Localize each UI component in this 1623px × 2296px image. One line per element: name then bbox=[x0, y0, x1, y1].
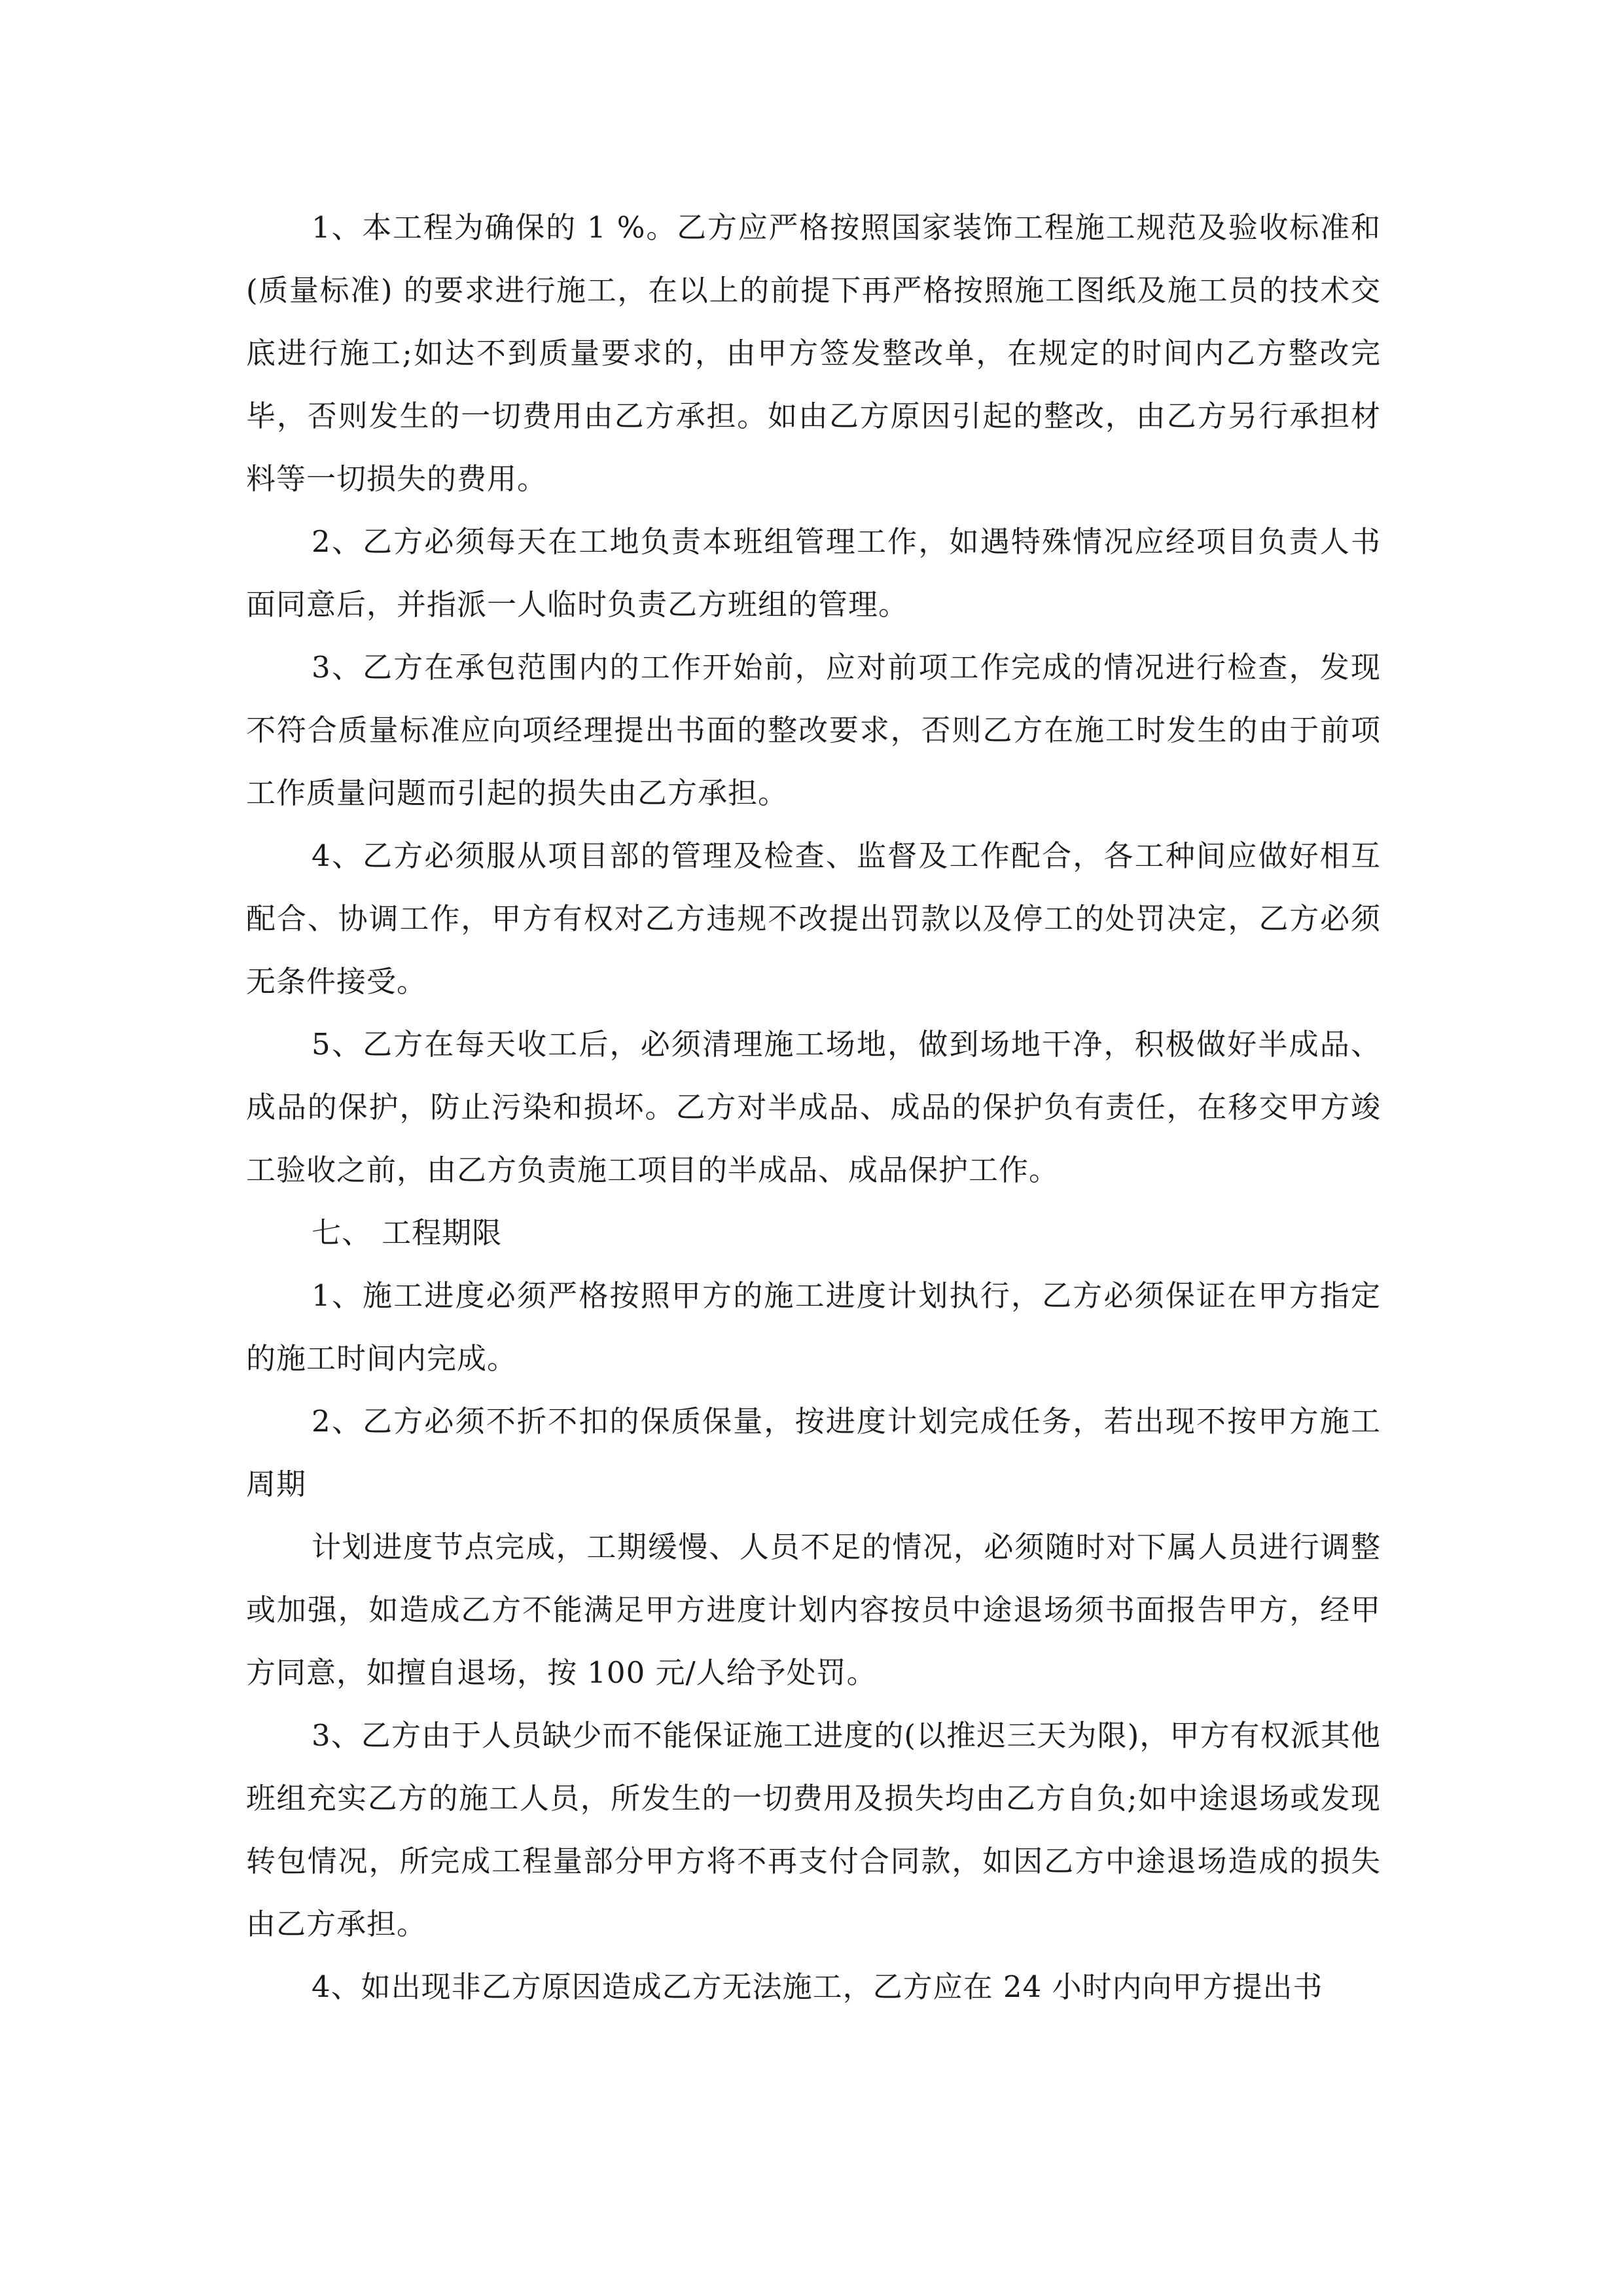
clause-quality-standard: 1、本工程为确保的 1 %。乙方应严格按照国家装饰工程施工规范及验收标准和 (质量标准) 的要求进行施工，在以上的前提下再严格按照施工图纸及施工员的技术交底进行施工;如达不到质量要求的，由甲方签发整改单，在规定的时间内乙方整改完毕，否则发生的一切费用由乙方承担。如由乙方原因引起的整改，由乙方另行承担材料等一切损失的费用。 bbox=[246, 210, 1381, 496]
clause-obey-management: 4、乙方必须服从项目部的管理及检查、监督及工作配合，各工种间应做好相互配合、协调工作，甲方有权对乙方违规不改提出罚款以及停工的处罚决定，乙方必须无条件接受。 bbox=[246, 838, 1381, 999]
clause-schedule-compliance: 1、施工进度必须严格按照甲方的施工进度计划执行，乙方必须保证在甲方指定的施工时间内完成。 bbox=[246, 1278, 1381, 1376]
clause-site-cleaning: 5、乙方在每天收工后，必须清理施工场地，做到场地干净，积极做好半成品、成品的保护，防止污染和损坏。乙方对半成品、成品的保护负有责任，在移交甲方竣工验收之前，由乙方负责施工项目的半成品、成品保护工作。 bbox=[246, 1027, 1381, 1187]
clause-quality-and-quantity: 2、乙方必须不折不扣的保质保量，按进度计划完成任务，若出现不按甲方施工周期 bbox=[246, 1404, 1381, 1501]
section-heading-project-period: 七、 工程期限 bbox=[312, 1215, 503, 1250]
clause-prior-work-inspection: 3、乙方在承包范围内的工作开始前，应对前项工作完成的情况进行检查，发现不符合质量标准应向项经理提出书面的整改要求，否则乙方在施工时发生的由于前项工作质量问题而引起的损失由乙方承担。 bbox=[246, 650, 1381, 810]
clause-non-contractor-cause: 4、如出现非乙方原因造成乙方无法施工，乙方应在 24 小时内向甲方提出书 bbox=[312, 1969, 1323, 2004]
clause-schedule-node-continuation: 计划进度节点完成，工期缓慢、人员不足的情况，必须随时对下属人员进行调整或加强，如造成乙方不能满足甲方进度计划内容按员中途退场须书面报告甲方，经甲方同意，如擅自退场，按 100 元/人给予处罚。 bbox=[246, 1530, 1381, 1690]
clause-daily-management: 2、乙方必须每天在工地负责本班组管理工作，如遇特殊情况应经项目负责人书面同意后，并指派一人临时负责乙方班组的管理。 bbox=[246, 524, 1381, 622]
document-body bbox=[246, 196, 1381, 2018]
clause-staff-shortage: 3、乙方由于人员缺少而不能保证施工进度的(以推迟三天为限)，甲方有权派其他班组充实乙方的施工人员，所发生的一切费用及损失均由乙方自负;如中途退场或发现转包情况，所完成工程量部分甲方将不再支付合同款，如因乙方中途退场造成的损失由乙方承担。 bbox=[246, 1718, 1381, 1941]
